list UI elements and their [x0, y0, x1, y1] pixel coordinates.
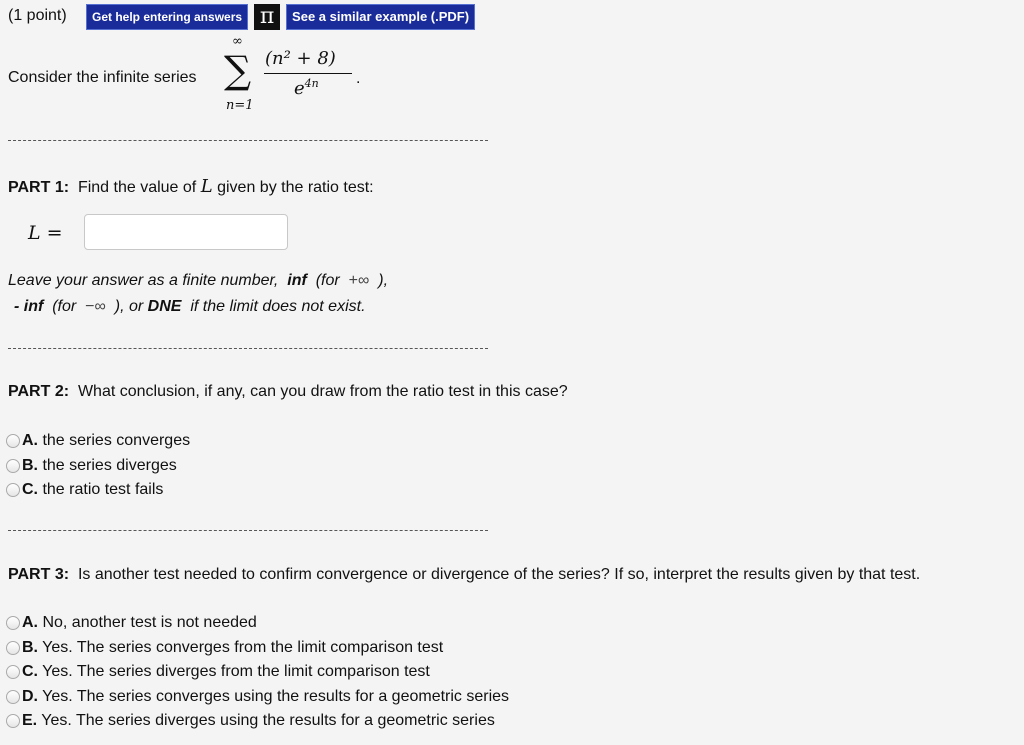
radio-button[interactable]	[6, 665, 20, 679]
hint-line2	[14, 298, 366, 316]
minus-infinity: −∞	[85, 298, 106, 315]
period: .	[356, 70, 361, 87]
radio-button[interactable]	[6, 459, 20, 473]
points-label: (1 point)	[8, 7, 67, 24]
radio-button[interactable]	[6, 714, 20, 728]
radio-button[interactable]	[6, 641, 20, 655]
option-text: Yes. The series diverges using the results for a geometric series	[41, 712, 495, 729]
part2-option-a[interactable]	[6, 432, 190, 450]
hint-dne: DNE	[147, 298, 182, 315]
fraction-numerator: (n² + 8)	[265, 48, 336, 69]
option-text: No, another test is not needed	[42, 614, 257, 631]
option-text: the series converges	[42, 432, 191, 449]
radio-button[interactable]	[6, 616, 20, 630]
part3-question-text: Is another test needed to confirm convergence or divergence of the series? If so, interpret the results given by that test.	[77, 566, 921, 583]
part3-option-a[interactable]	[6, 614, 257, 632]
option-letter: C.	[22, 663, 38, 680]
hint-text: ),	[378, 272, 389, 289]
option-letter: B.	[22, 639, 38, 656]
l-answer-input[interactable]	[84, 214, 288, 250]
part3-question	[8, 566, 920, 584]
part2-option-b[interactable]	[6, 457, 177, 475]
option-text: Yes. The series converges using the results for a geometric series	[42, 688, 510, 705]
part2-label: PART 2:	[8, 383, 70, 400]
divider	[8, 348, 488, 349]
option-text: Yes. The series diverges from the limit comparison test	[42, 663, 430, 680]
radio-button[interactable]	[6, 690, 20, 704]
hint-text: (for	[315, 272, 340, 289]
part1-label: PART 1:	[8, 179, 70, 196]
part2-question	[8, 383, 568, 401]
hint-text: if the limit does not exist.	[190, 298, 366, 315]
hint-line1	[8, 272, 388, 290]
part2-option-c[interactable]	[6, 481, 163, 499]
option-letter: E.	[22, 712, 38, 729]
denominator-exponent: 4n	[304, 77, 319, 90]
part1-question-a: Find the value of	[77, 179, 197, 196]
sum-lower-limit: n=1	[226, 98, 254, 113]
divider	[8, 140, 488, 141]
option-text: the ratio test fails	[42, 481, 164, 498]
fraction-bar	[264, 73, 352, 74]
option-letter: B.	[22, 457, 38, 474]
hint-inf: inf	[287, 272, 307, 289]
part3-option-b[interactable]	[6, 639, 443, 657]
radio-button[interactable]	[6, 434, 20, 448]
hint-text: (for	[52, 298, 77, 315]
option-text: Yes. The series converges from the limit comparison test	[42, 639, 444, 656]
part3-option-d[interactable]	[6, 688, 509, 706]
option-letter: D.	[22, 688, 38, 705]
hint-neg-inf: - inf	[14, 298, 44, 315]
answer-label: L =	[28, 222, 63, 244]
part3-label: PART 3:	[8, 566, 70, 583]
help-entering-answers-button[interactable]: Get help entering answers	[86, 4, 248, 30]
intro-text: Consider the infinite series	[8, 69, 197, 86]
part1-question-b: given by the ratio test:	[217, 179, 374, 196]
part2-question-text: What conclusion, if any, can you draw from the ratio test in this case?	[77, 383, 568, 400]
sigma-symbol: ∑	[224, 48, 252, 92]
similar-example-button[interactable]: See a similar example (.PDF)	[286, 4, 475, 30]
option-letter: A.	[22, 614, 38, 631]
pi-icon[interactable]: π	[254, 4, 280, 30]
part3-option-e[interactable]	[6, 712, 495, 730]
radio-button[interactable]	[6, 483, 20, 497]
part3-option-c[interactable]	[6, 663, 430, 681]
part1-var: L	[200, 176, 213, 197]
divider	[8, 530, 488, 531]
plus-infinity: +∞	[348, 272, 370, 289]
header-toolbar	[86, 4, 475, 30]
denominator-base: e	[294, 78, 305, 99]
hint-text: ), or	[114, 298, 144, 315]
fraction-denominator	[294, 78, 319, 100]
option-letter: C.	[22, 481, 38, 498]
sum-upper-limit: ∞	[232, 34, 243, 49]
part1-question	[8, 176, 374, 197]
hint-text: Leave your answer as a finite number,	[8, 272, 279, 289]
option-text: the series diverges	[42, 457, 177, 474]
option-letter: A.	[22, 432, 38, 449]
